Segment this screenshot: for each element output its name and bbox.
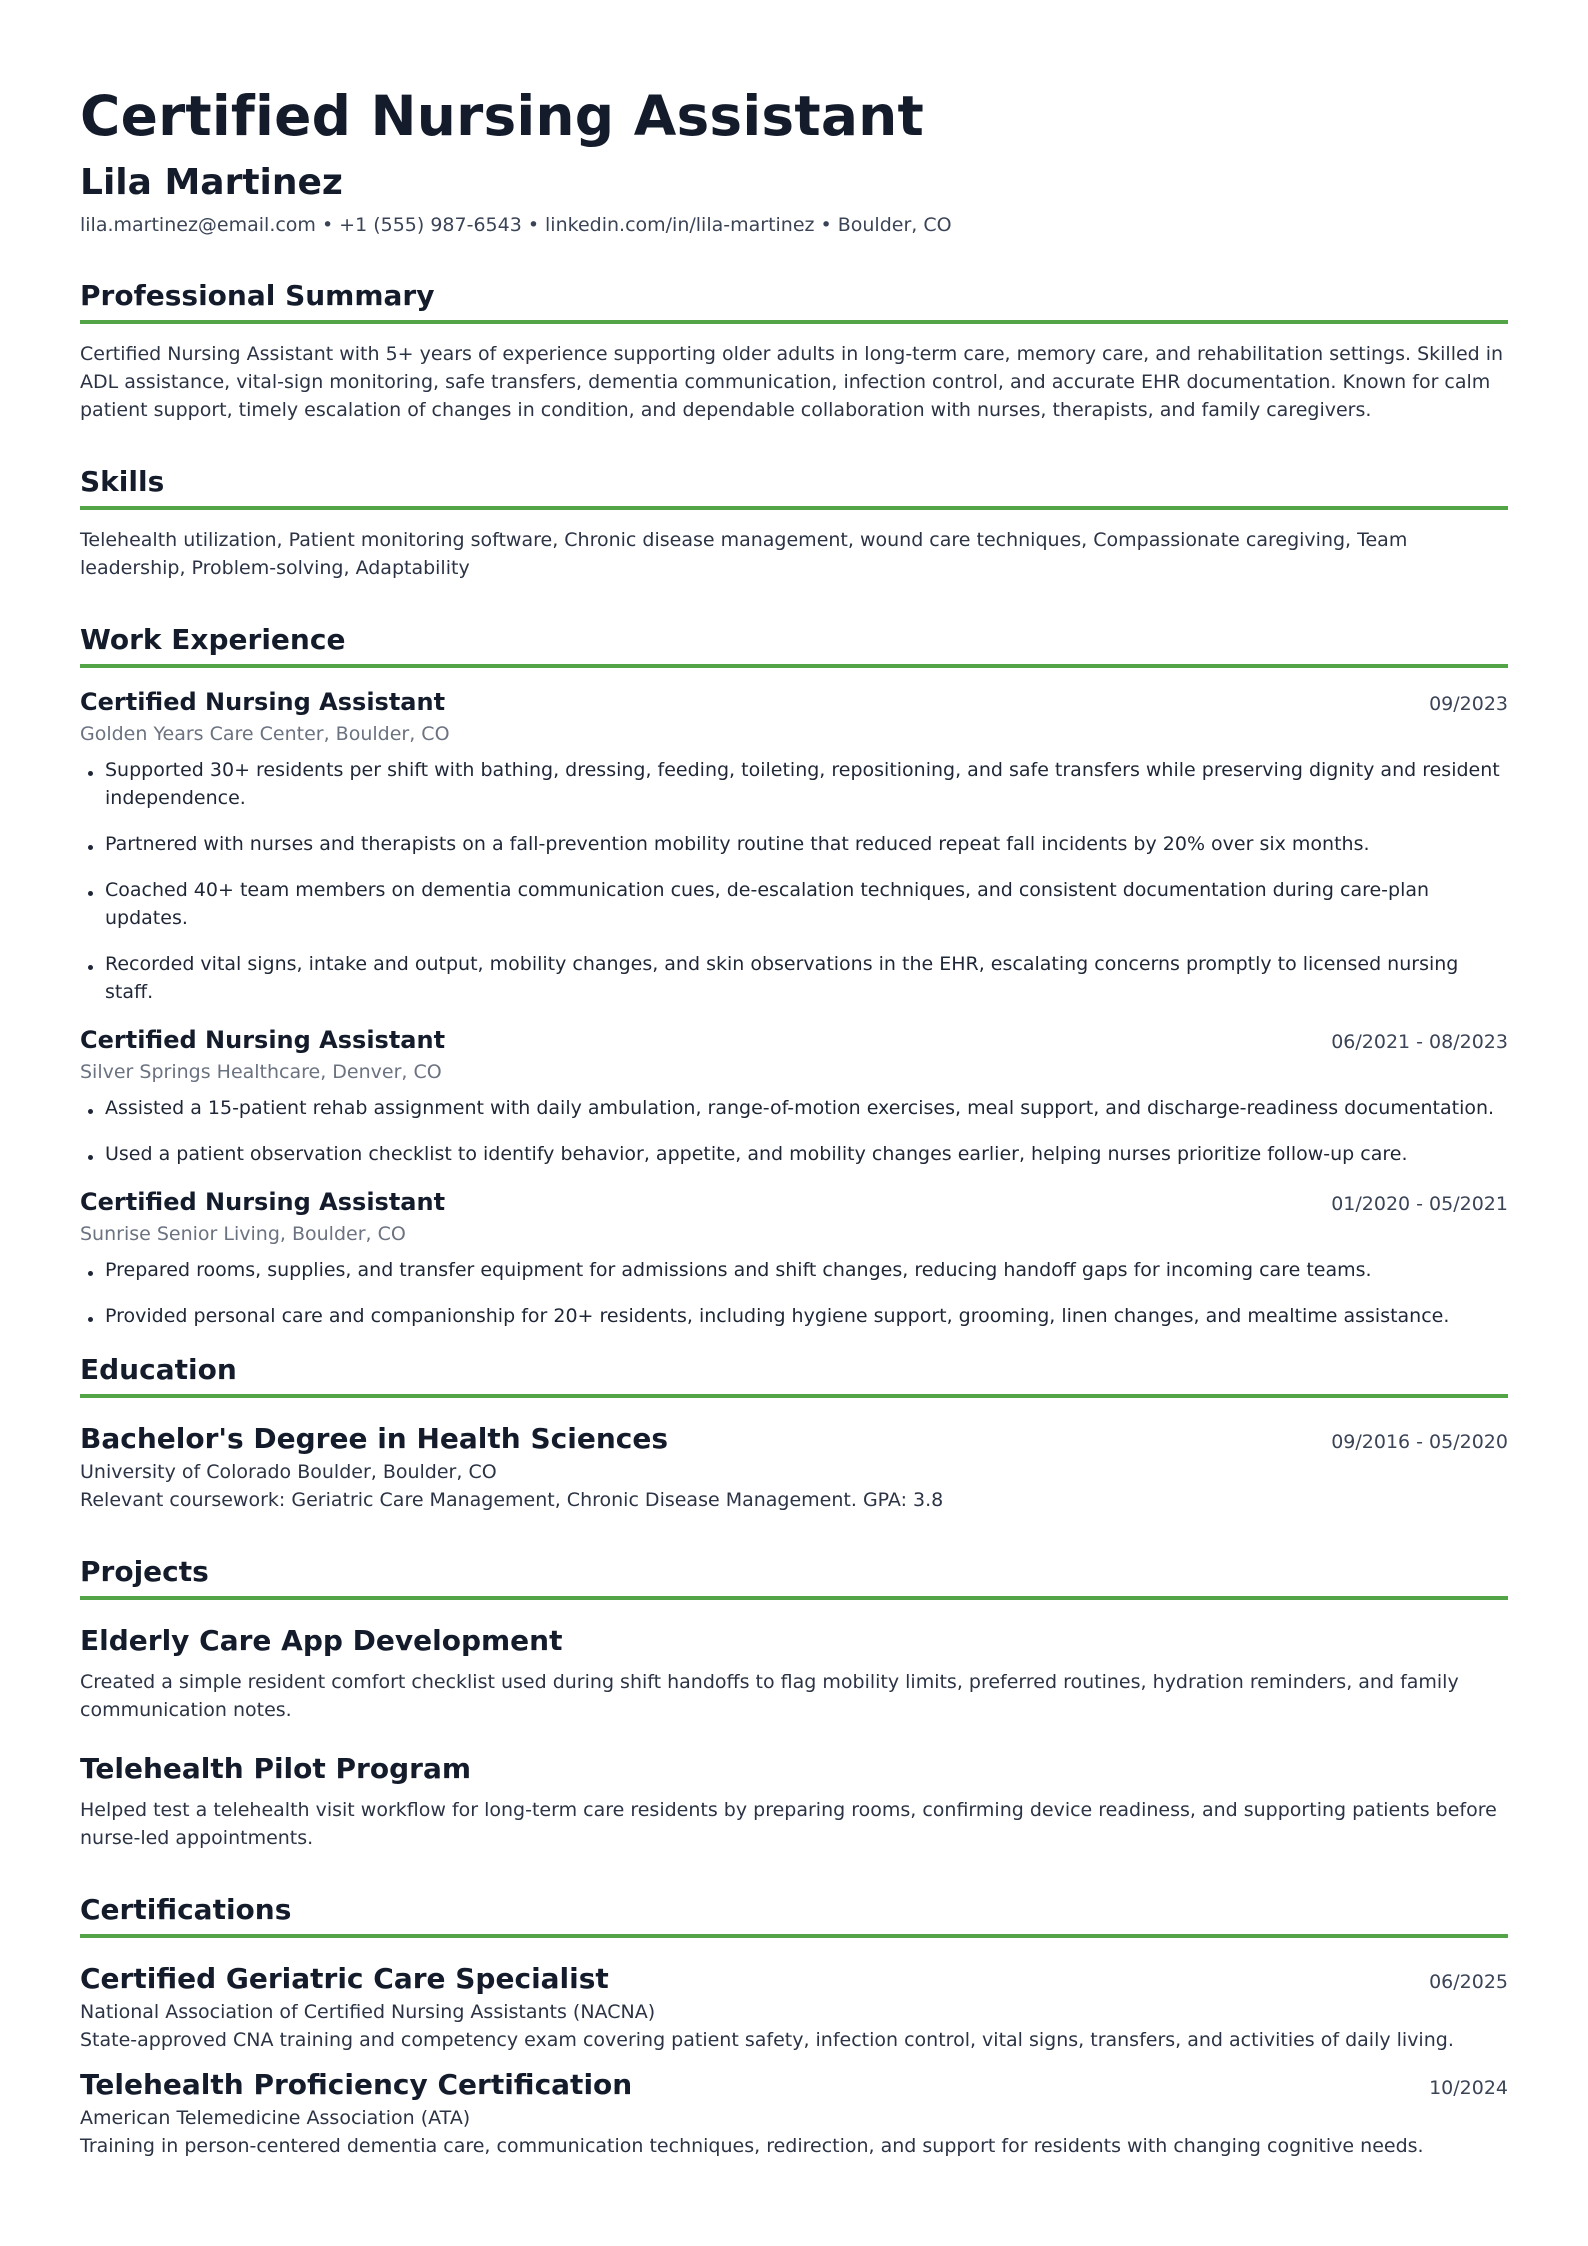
certification-entry — [80, 1960, 1508, 2054]
project-entry — [80, 1750, 1508, 1852]
job-entry — [80, 686, 1508, 1006]
job-title: Certified Nursing Assistant — [80, 1188, 446, 1216]
job-title: Certified Nursing Assistant — [80, 1026, 446, 1054]
education-header — [80, 1420, 1508, 1458]
contact-separator: • — [527, 214, 540, 236]
job-header — [80, 1024, 1508, 1056]
certification-description: Training in person-centered dementia care, communication techniques, redirection, and support for residents with changing cognitive needs. — [80, 2135, 1424, 2157]
project-description: Helped test a telehealth visit workflow for long-term care residents by preparing rooms, confirming device readiness, and supporting patients before nurse-led appointments. — [80, 1799, 1497, 1849]
section-heading: Certifications — [80, 1892, 1508, 1938]
bullet-item: Supported 30+ residents per shift with bathing, dressing, feeding, toileting, repositioning, and safe transfers while preserving dignity and resident independence. — [80, 756, 1508, 812]
bullet-item: Used a patient observation checklist to identify behavior, appetite, and mobility changes earlier, helping nurses prioritize follow-up care. — [80, 1140, 1508, 1168]
project-name: Elderly Care App Development — [80, 1624, 563, 1657]
section-heading: Professional Summary — [80, 278, 1508, 324]
certification-header — [80, 2066, 1508, 2104]
certification-issuer: American Telemedicine Association (ATA) — [80, 2107, 471, 2129]
bullet-item: Prepared rooms, supplies, and transfer equipment for admissions and shift changes, reducing handoff gaps for incoming care teams. — [80, 1256, 1508, 1284]
education-entry — [80, 1420, 1508, 1514]
job-date: 09/2023 — [1429, 693, 1508, 715]
project-name: Telehealth Pilot Program — [80, 1752, 472, 1785]
certification-date: 10/2024 — [1429, 2077, 1508, 2099]
education-details: Relevant coursework: Geriatric Care Management, Chronic Disease Management. GPA: 3.8 — [80, 1489, 944, 1511]
bullet-item: Recorded vital signs, intake and output, mobility changes, and skin observations in the EHR, escalating concerns promptly to licensed nursing staff. — [80, 950, 1508, 1006]
bullet-item: Provided personal care and companionship for 20+ residents, including hygiene support, grooming, linen changes, and mealtime assistance. — [80, 1302, 1508, 1330]
education-section — [80, 1352, 1508, 1514]
bullet-item: Coached 40+ team members on dementia communication cues, de-escalation techniques, and consistent documentation during care-plan updates. — [80, 876, 1508, 932]
job-date: 06/2021 - 08/2023 — [1331, 1031, 1508, 1053]
experience-section — [80, 622, 1508, 1330]
resume-title: Certified Nursing Assistant — [80, 84, 924, 148]
section-heading: Work Experience — [80, 622, 1508, 668]
job-entry — [80, 1024, 1508, 1168]
certification-description: State-approved CNA training and competency exam covering patient safety, infection control, vital signs, transfers, and activities of daily living. — [80, 2029, 1454, 2051]
candidate-name: Lila Martinez — [80, 162, 343, 203]
contact-phone[interactable]: +1 (555) 987-6543 — [339, 214, 522, 236]
contact-separator: • — [820, 214, 832, 236]
job-entry — [80, 1186, 1508, 1330]
bullet-item: Partnered with nurses and therapists on a fall-prevention mobility routine that reduced repeat fall incidents by 20% over six months. — [80, 830, 1508, 858]
section-heading: Skills — [80, 464, 1508, 510]
job-bullets — [80, 1094, 1508, 1168]
degree-title: Bachelor's Degree in Health Sciences — [80, 1422, 668, 1455]
contact-line — [80, 212, 1508, 238]
bullet-item: Assisted a 15-patient rehab assignment with daily ambulation, range-of-motion exercises, meal support, and discharge-readiness documentation. — [80, 1094, 1508, 1122]
certifications-section — [80, 1892, 1508, 2160]
certification-date: 06/2025 — [1429, 1971, 1508, 1993]
education-date: 09/2016 - 05/2020 — [1331, 1431, 1508, 1453]
school-name: University of Colorado Boulder, Boulder, CO — [80, 1461, 497, 1483]
skills-text: Telehealth utilization, Patient monitoring software, Chronic disease management, wound care techniques, Compassionate caregiving, Team leadership, Problem-solving, Adaptability — [80, 529, 1408, 579]
job-date: 01/2020 - 05/2021 — [1331, 1193, 1508, 1215]
contact-email[interactable]: lila.martinez@email.com — [80, 214, 316, 236]
contact-location: Boulder, CO — [837, 214, 952, 236]
resume-header — [80, 80, 1508, 238]
project-description: Created a simple resident comfort checklist used during shift handoffs to flag mobility limits, preferred routines, hydration reminders, and family communication notes. — [80, 1671, 1459, 1721]
job-company: Golden Years Care Center, Boulder, CO — [80, 723, 450, 745]
certification-name: Certified Geriatric Care Specialist — [80, 1962, 609, 1995]
contact-separator: • — [321, 214, 334, 236]
summary-section — [80, 278, 1508, 424]
job-header — [80, 686, 1508, 718]
certification-issuer: National Association of Certified Nursing Assistants (NACNA) — [80, 2001, 656, 2023]
job-bullets — [80, 1256, 1508, 1330]
certification-entry — [80, 2066, 1508, 2160]
job-company: Sunrise Senior Living, Boulder, CO — [80, 1223, 406, 1245]
certification-name: Telehealth Proficiency Certification — [80, 2068, 633, 2101]
section-heading: Projects — [80, 1554, 1508, 1600]
project-entry — [80, 1622, 1508, 1724]
section-heading: Education — [80, 1352, 1508, 1398]
job-header — [80, 1186, 1508, 1218]
projects-section — [80, 1554, 1508, 1852]
contact-linkedin[interactable]: linkedin.com/in/lila-martinez — [545, 214, 815, 236]
job-title: Certified Nursing Assistant — [80, 688, 446, 716]
job-bullets — [80, 756, 1508, 1006]
skills-section — [80, 464, 1508, 582]
summary-text: Certified Nursing Assistant with 5+ years of experience supporting older adults in long-term care, memory care, and rehabilitation settings. Skilled in ADL assistance, vital-sign monitoring, safe transfers, dementia communication, infection control, and accurate EHR documentation. Known for calm patient support, timely escalation of changes in condition, and dependable collaboration with nurses, therapists, and family caregivers. — [80, 343, 1504, 421]
certification-header — [80, 1960, 1508, 1998]
job-company: Silver Springs Healthcare, Denver, CO — [80, 1061, 442, 1083]
